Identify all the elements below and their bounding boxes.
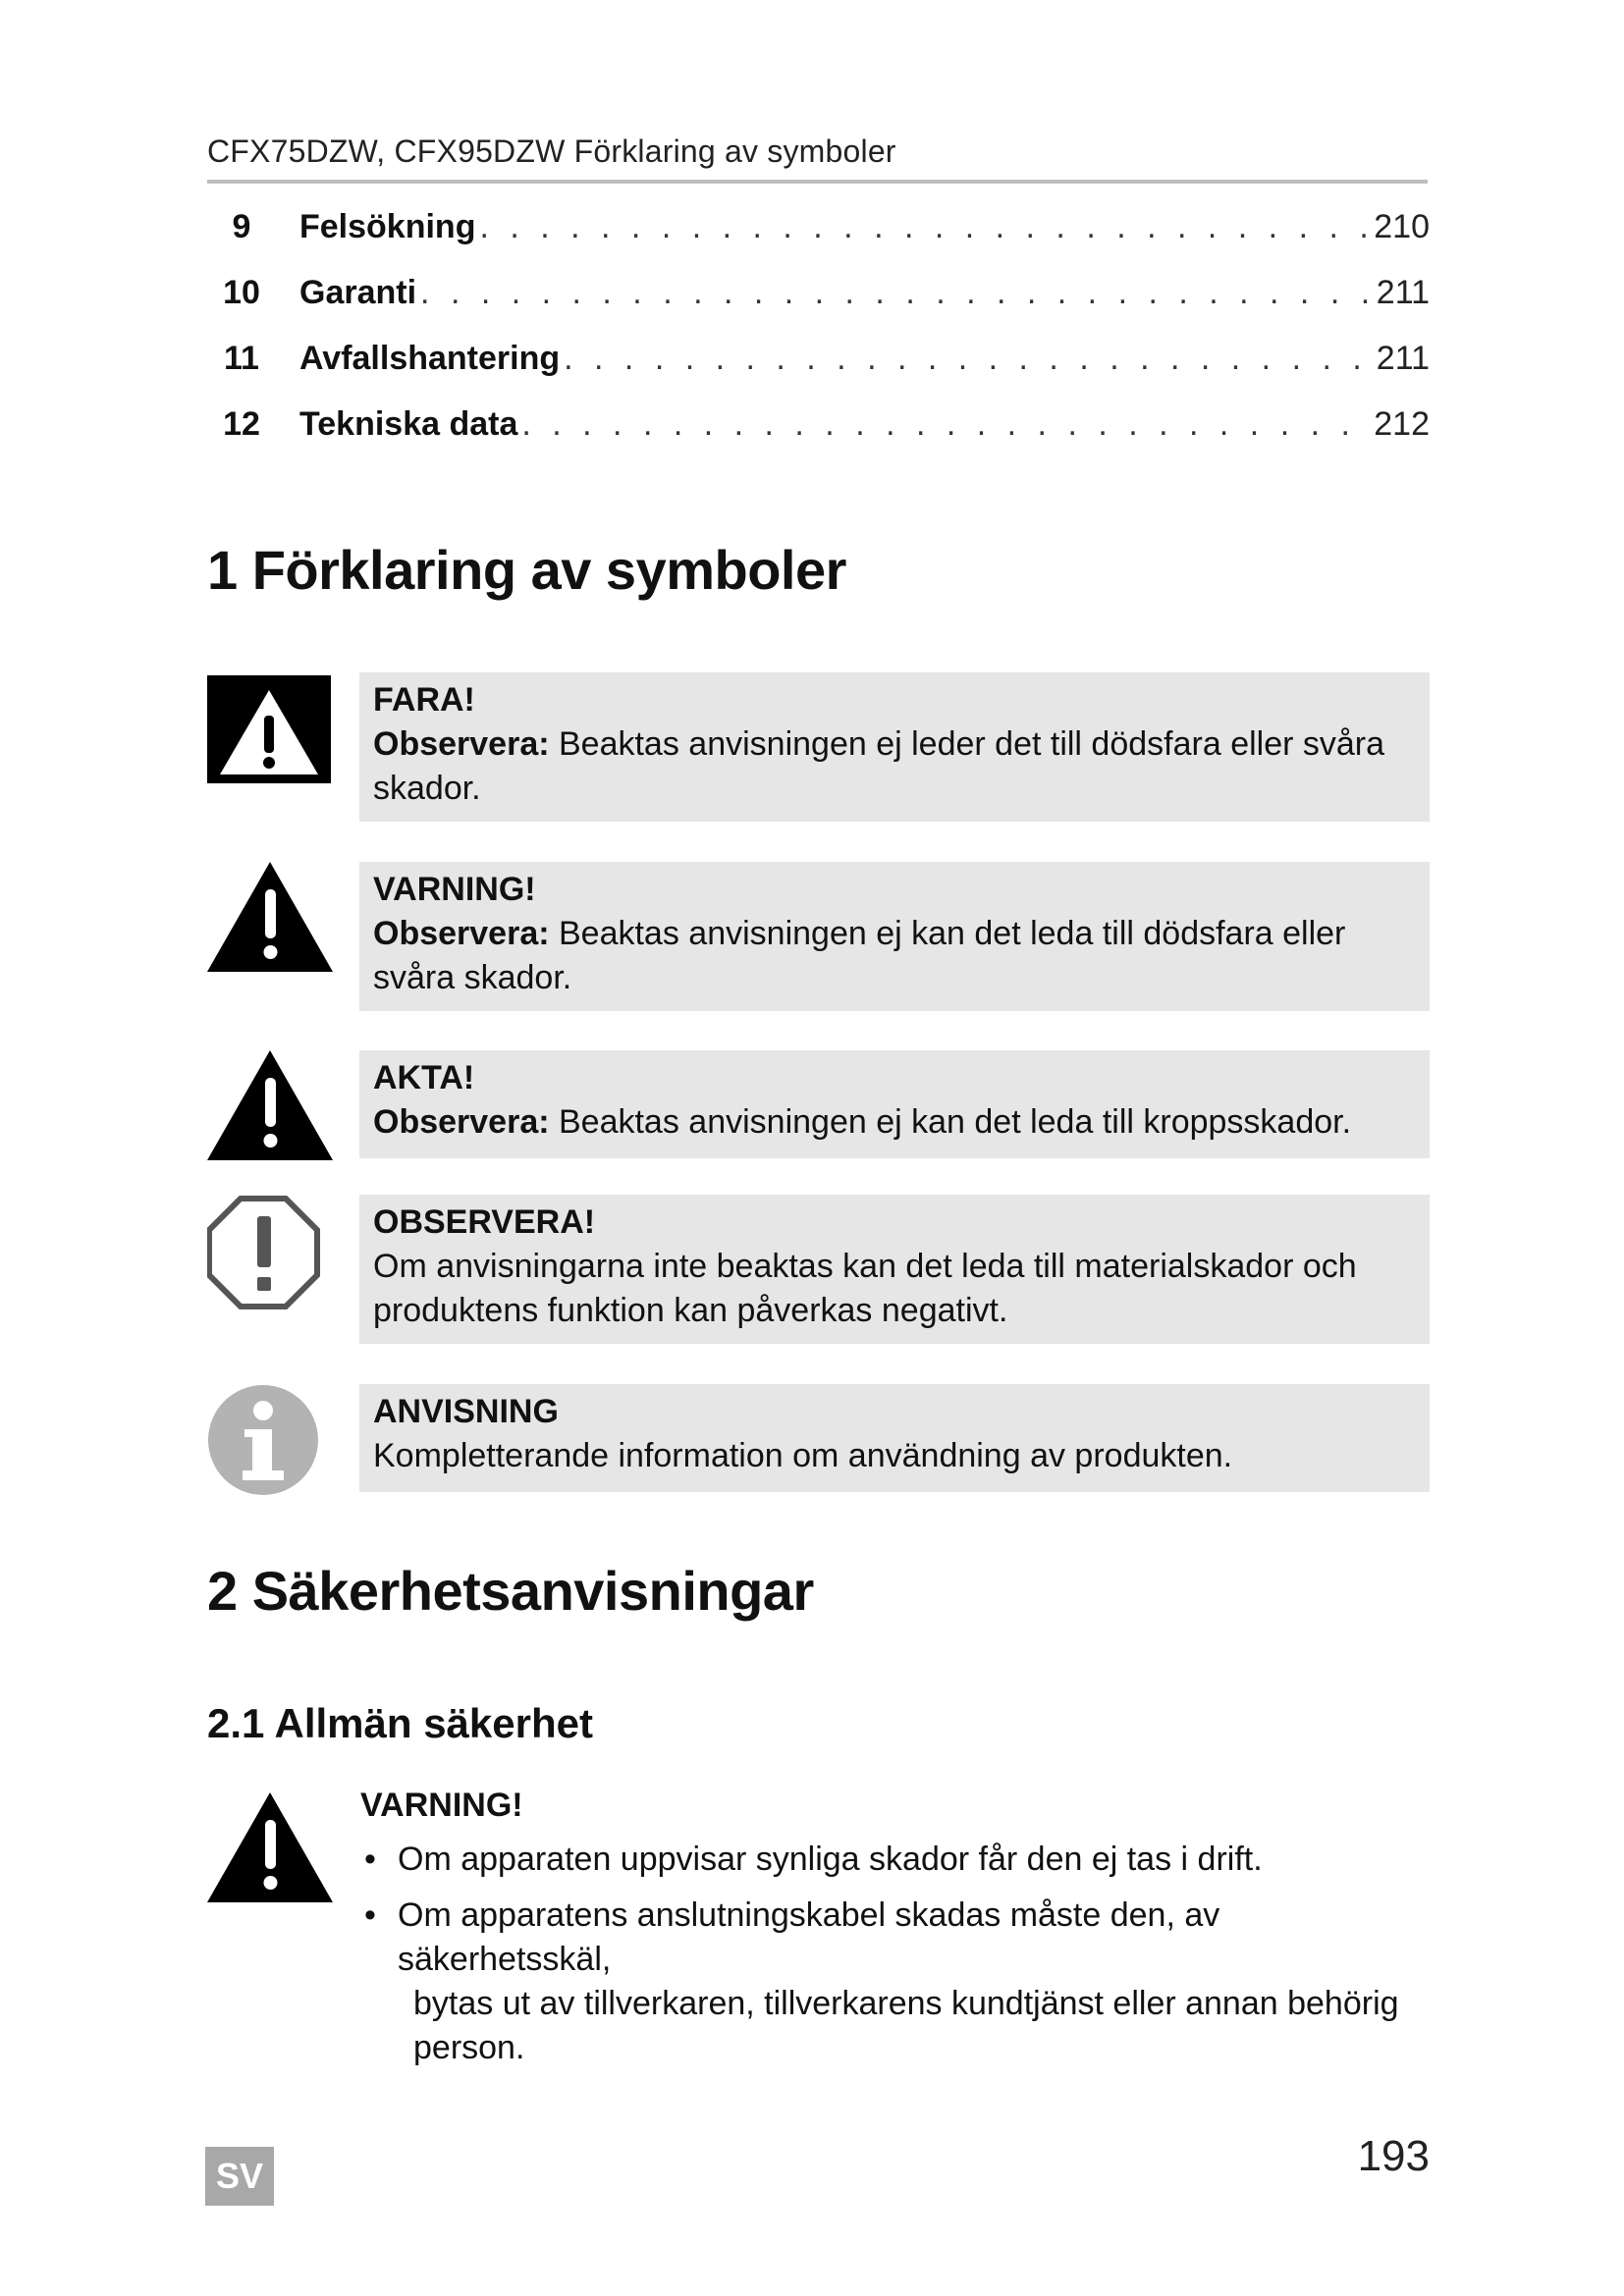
notice-title: ANVISNING: [373, 1393, 559, 1430]
warning-list: [360, 1838, 1431, 2082]
toc-entry[interactable]: [207, 405, 1430, 471]
notice-text: Kompletterande information om användning av produkten.: [373, 1437, 1233, 1474]
notice-danger: [207, 672, 1430, 822]
notice-info: [207, 1384, 1430, 1492]
section-heading-symbols: 1 Förklaring av symboler: [207, 539, 846, 601]
toc-title: Felsökning: [299, 208, 476, 245]
toc-leader: [521, 405, 1370, 444]
notice-box: [359, 1050, 1430, 1158]
list-item-text-cont: person.: [413, 2029, 525, 2066]
toc-entry[interactable]: [207, 274, 1430, 340]
notice-box: [359, 1195, 1430, 1344]
toc-page: 212: [1374, 405, 1430, 443]
list-item-text-cont: bytas ut av tillverkaren, tillverkarens kundtjänst eller annan behörig: [413, 1985, 1399, 2022]
section-heading-safety: 2 Säkerhetsanvisningar: [207, 1560, 814, 1622]
toc-number: 12: [223, 405, 260, 443]
notice-octagon-icon: [207, 1195, 335, 1312]
warning-icon: [207, 1792, 335, 1910]
running-header: CFX75DZW, CFX95DZW Förklaring av symboler: [207, 133, 1428, 184]
notice-label: Observera:: [373, 725, 550, 763]
toc-leader: [420, 274, 1373, 312]
toc-page: 211: [1376, 274, 1430, 311]
toc-entry[interactable]: [207, 208, 1430, 274]
warning-icon: [207, 862, 335, 980]
toc-title: Avfallshantering: [299, 340, 561, 377]
notice-observe: [207, 1195, 1430, 1344]
notice-text: Om anvisningarna inte beaktas kan det leda till materialskador och produktens funktion kan påverkas negativt.: [373, 1248, 1357, 1329]
list-item-text: Om apparatens anslutningskabel skadas måste den, av säkerhetsskäl,: [398, 1896, 1220, 1978]
toc-entry[interactable]: [207, 340, 1430, 405]
notice-title: FARA!: [373, 681, 475, 719]
toc-page: 210: [1374, 208, 1430, 245]
notice-title: AKTA!: [373, 1059, 475, 1096]
notice-label: Observera:: [373, 915, 550, 952]
toc-page: 211: [1376, 340, 1430, 377]
toc-leader: [479, 208, 1370, 246]
notice-text: Beaktas anvisningen ej kan det leda till kroppsskador.: [549, 1103, 1352, 1141]
page-number: 193: [1357, 2132, 1430, 2180]
list-item: [360, 1894, 1431, 2070]
info-icon: [207, 1384, 335, 1502]
danger-icon: [207, 672, 335, 790]
list-item: [360, 1838, 1431, 1882]
caution-icon: [207, 1050, 335, 1168]
notice-caution: [207, 1050, 1430, 1158]
notice-text: Beaktas anvisningen ej kan det leda till dödsfara eller svåra skador.: [373, 915, 1346, 996]
toc-leader: [564, 340, 1373, 378]
language-tab: SV: [205, 2147, 274, 2206]
toc-number: 9: [232, 208, 251, 245]
notice-box: [359, 672, 1430, 822]
notice-box: [359, 1384, 1430, 1492]
toc-title: Tekniska data: [299, 405, 518, 443]
table-of-contents: [207, 208, 1430, 471]
notice-text: Beaktas anvisningen ej leder det till dödsfara eller svåra skador.: [373, 725, 1385, 807]
subsection-heading-general-safety: 2.1 Allmän säkerhet: [207, 1700, 593, 1746]
list-item-text: Om apparaten uppvisar synliga skador får den ej tas i drift.: [398, 1841, 1263, 1878]
warning-title: VARNING!: [360, 1787, 523, 1824]
toc-number: 11: [224, 340, 259, 377]
notice-warning: [207, 862, 1430, 1011]
notice-title: OBSERVERA!: [373, 1203, 596, 1241]
notice-label: Observera:: [373, 1103, 550, 1141]
toc-title: Garanti: [299, 274, 417, 311]
toc-number: 10: [223, 274, 260, 311]
notice-box: [359, 862, 1430, 1011]
notice-title: VARNING!: [373, 871, 536, 908]
